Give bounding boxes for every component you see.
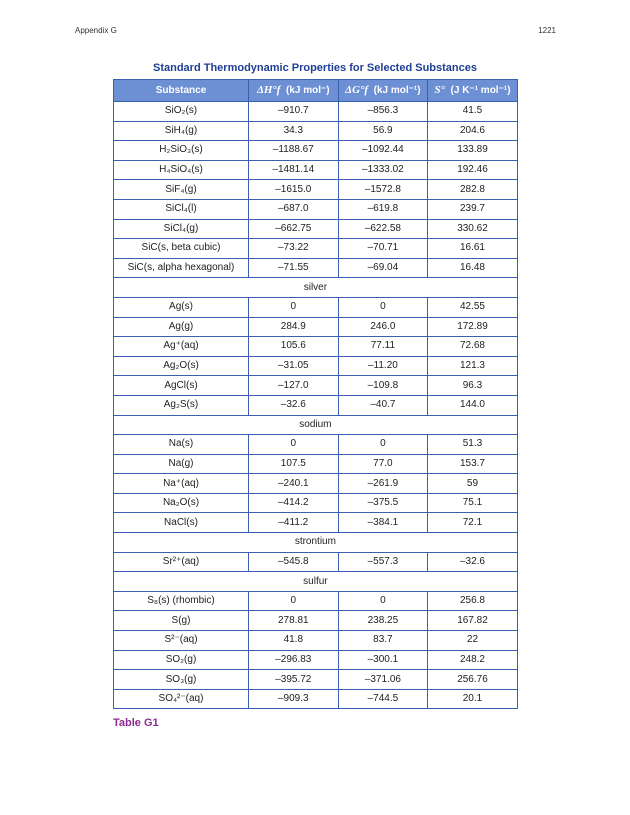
substance-cell: NaCl(s) [114, 513, 249, 533]
header-gibbs [338, 80, 428, 102]
table-row [114, 121, 518, 141]
entropy-unit: (J K⁻¹ mol⁻¹) [450, 85, 511, 96]
entropy-cell: 256.8 [428, 591, 518, 611]
table-row [114, 160, 518, 180]
gibbs-cell: 0 [338, 591, 428, 611]
substance-cell: Na(s) [114, 435, 249, 455]
entropy-cell: 22 [428, 631, 518, 651]
enthalpy-cell: 107.5 [249, 454, 339, 474]
substance-cell: SiF₄(g) [114, 180, 249, 200]
entropy-cell: 133.89 [428, 141, 518, 161]
section-label: sodium [114, 415, 518, 435]
substance-cell: SiH₄(g) [114, 121, 249, 141]
gibbs-cell: –744.5 [338, 689, 428, 709]
table-row [114, 317, 518, 337]
enthalpy-cell: –31.05 [249, 356, 339, 376]
table-row [114, 199, 518, 219]
entropy-cell: 72.68 [428, 337, 518, 357]
entropy-cell: 121.3 [428, 356, 518, 376]
gibbs-unit: (kJ mol⁻¹) [373, 85, 421, 96]
substance-cell: Sr²⁺(aq) [114, 552, 249, 572]
gibbs-cell: 0 [338, 435, 428, 455]
substance-cell: S(g) [114, 611, 249, 631]
thermo-table [113, 79, 518, 709]
entropy-cell: 96.3 [428, 376, 518, 396]
section-row [114, 278, 518, 298]
entropy-cell: 51.3 [428, 435, 518, 455]
gibbs-cell: –70.71 [338, 239, 428, 259]
enthalpy-cell: –127.0 [249, 376, 339, 396]
enthalpy-cell: –73.22 [249, 239, 339, 259]
section-row [114, 415, 518, 435]
table-row [114, 435, 518, 455]
running-header-left: Appendix G [75, 26, 117, 35]
table-row [114, 591, 518, 611]
gibbs-cell: –40.7 [338, 395, 428, 415]
entropy-cell: 72.1 [428, 513, 518, 533]
substance-cell: SO₄²⁻(aq) [114, 689, 249, 709]
enthalpy-unit: (kJ mol⁻) [286, 85, 330, 96]
gibbs-cell: –69.04 [338, 258, 428, 278]
table-row [114, 258, 518, 278]
entropy-cell: 330.62 [428, 219, 518, 239]
substance-cell: SO₂(g) [114, 650, 249, 670]
table-row [114, 552, 518, 572]
table-row [114, 513, 518, 533]
gibbs-cell: –1333.02 [338, 160, 428, 180]
entropy-cell: 20.1 [428, 689, 518, 709]
header-substance: Substance [114, 80, 249, 102]
gibbs-cell: –1572.8 [338, 180, 428, 200]
entropy-cell: 153.7 [428, 454, 518, 474]
substance-cell: H₂SiO₃(s) [114, 141, 249, 161]
gibbs-cell: –557.3 [338, 552, 428, 572]
entropy-cell: 239.7 [428, 199, 518, 219]
enthalpy-cell: –240.1 [249, 474, 339, 494]
table-row [114, 670, 518, 690]
substance-cell: Ag₂S(s) [114, 395, 249, 415]
table-row [114, 297, 518, 317]
entropy-cell: 59 [428, 474, 518, 494]
enthalpy-cell: 41.8 [249, 631, 339, 651]
page-number: 1221 [538, 26, 556, 35]
gibbs-cell: –11.20 [338, 356, 428, 376]
gibbs-cell: –300.1 [338, 650, 428, 670]
gibbs-cell: –856.3 [338, 102, 428, 122]
table-row [114, 219, 518, 239]
substance-cell: SiO₂(s) [114, 102, 249, 122]
enthalpy-cell: –1188.67 [249, 141, 339, 161]
gibbs-symbol: ΔG°f [345, 84, 369, 96]
entropy-cell: 282.8 [428, 180, 518, 200]
table-row [114, 474, 518, 494]
table-row [114, 239, 518, 259]
enthalpy-cell: –414.2 [249, 493, 339, 513]
gibbs-cell: –371.06 [338, 670, 428, 690]
gibbs-cell: 56.9 [338, 121, 428, 141]
gibbs-cell: –109.8 [338, 376, 428, 396]
entropy-cell: 42.55 [428, 297, 518, 317]
table-row [114, 337, 518, 357]
table-row [114, 395, 518, 415]
substance-cell: Ag₂O(s) [114, 356, 249, 376]
enthalpy-cell: –687.0 [249, 199, 339, 219]
section-label: sulfur [114, 572, 518, 592]
entropy-cell: 192.46 [428, 160, 518, 180]
enthalpy-cell: 0 [249, 435, 339, 455]
substance-cell: SO₃(g) [114, 670, 249, 690]
entropy-symbol: S° [434, 84, 445, 96]
table-row [114, 650, 518, 670]
substance-cell: S²⁻(aq) [114, 631, 249, 651]
entropy-cell: –32.6 [428, 552, 518, 572]
header-entropy [428, 80, 518, 102]
entropy-cell: 144.0 [428, 395, 518, 415]
gibbs-cell: 0 [338, 297, 428, 317]
table-row [114, 454, 518, 474]
substance-cell: SiC(s, alpha hexagonal) [114, 258, 249, 278]
substance-cell: SiC(s, beta cubic) [114, 239, 249, 259]
table-row [114, 376, 518, 396]
entropy-cell: 256.76 [428, 670, 518, 690]
substance-cell: Ag(g) [114, 317, 249, 337]
table-row [114, 631, 518, 651]
substance-cell: Ag⁺(aq) [114, 337, 249, 357]
enthalpy-cell: 34.3 [249, 121, 339, 141]
table-row [114, 611, 518, 631]
substance-cell: SiCl₄(g) [114, 219, 249, 239]
entropy-cell: 172.89 [428, 317, 518, 337]
gibbs-cell: –384.1 [338, 513, 428, 533]
gibbs-cell: 238.25 [338, 611, 428, 631]
entropy-cell: 167.82 [428, 611, 518, 631]
enthalpy-cell: 284.9 [249, 317, 339, 337]
table-title: Standard Thermodynamic Properties for Selected Substances [153, 62, 477, 74]
enthalpy-cell: –411.2 [249, 513, 339, 533]
gibbs-cell: 77.0 [338, 454, 428, 474]
enthalpy-cell: 0 [249, 591, 339, 611]
section-label: silver [114, 278, 518, 298]
entropy-cell: 204.6 [428, 121, 518, 141]
entropy-cell: 16.48 [428, 258, 518, 278]
enthalpy-cell: –909.3 [249, 689, 339, 709]
gibbs-cell: –622.58 [338, 219, 428, 239]
substance-cell: AgCl(s) [114, 376, 249, 396]
header-enthalpy [249, 80, 339, 102]
enthalpy-cell: 105.6 [249, 337, 339, 357]
substance-cell: Na₂O(s) [114, 493, 249, 513]
entropy-cell: 248.2 [428, 650, 518, 670]
enthalpy-cell: –32.6 [249, 395, 339, 415]
gibbs-cell: 77.11 [338, 337, 428, 357]
table-row [114, 180, 518, 200]
table-row [114, 141, 518, 161]
enthalpy-cell: 278.81 [249, 611, 339, 631]
table-row [114, 493, 518, 513]
section-label: strontium [114, 533, 518, 553]
enthalpy-cell: –910.7 [249, 102, 339, 122]
enthalpy-cell: 0 [249, 297, 339, 317]
gibbs-cell: 246.0 [338, 317, 428, 337]
gibbs-cell: –619.8 [338, 199, 428, 219]
table-caption: Table G1 [113, 717, 159, 729]
substance-cell: Na⁺(aq) [114, 474, 249, 494]
entropy-cell: 41.5 [428, 102, 518, 122]
table-row [114, 689, 518, 709]
gibbs-cell: –261.9 [338, 474, 428, 494]
substance-cell: SiCl₄(l) [114, 199, 249, 219]
section-row [114, 533, 518, 553]
substance-cell: H₄SiO₄(s) [114, 160, 249, 180]
enthalpy-cell: –545.8 [249, 552, 339, 572]
enthalpy-cell: –71.55 [249, 258, 339, 278]
substance-cell: Na(g) [114, 454, 249, 474]
entropy-cell: 75.1 [428, 493, 518, 513]
gibbs-cell: –1092.44 [338, 141, 428, 161]
entropy-cell: 16.61 [428, 239, 518, 259]
enthalpy-cell: –1615.0 [249, 180, 339, 200]
gibbs-cell: 83.7 [338, 631, 428, 651]
enthalpy-cell: –662.75 [249, 219, 339, 239]
gibbs-cell: –375.5 [338, 493, 428, 513]
substance-cell: S₈(s) (rhombic) [114, 591, 249, 611]
enthalpy-cell: –395.72 [249, 670, 339, 690]
table-row [114, 356, 518, 376]
table-header-row [114, 80, 518, 102]
table-body [114, 102, 518, 709]
enthalpy-cell: –1481.14 [249, 160, 339, 180]
enthalpy-cell: –296.83 [249, 650, 339, 670]
section-row [114, 572, 518, 592]
table-row [114, 102, 518, 122]
substance-cell: Ag(s) [114, 297, 249, 317]
enthalpy-symbol: ΔH°f [256, 84, 281, 96]
